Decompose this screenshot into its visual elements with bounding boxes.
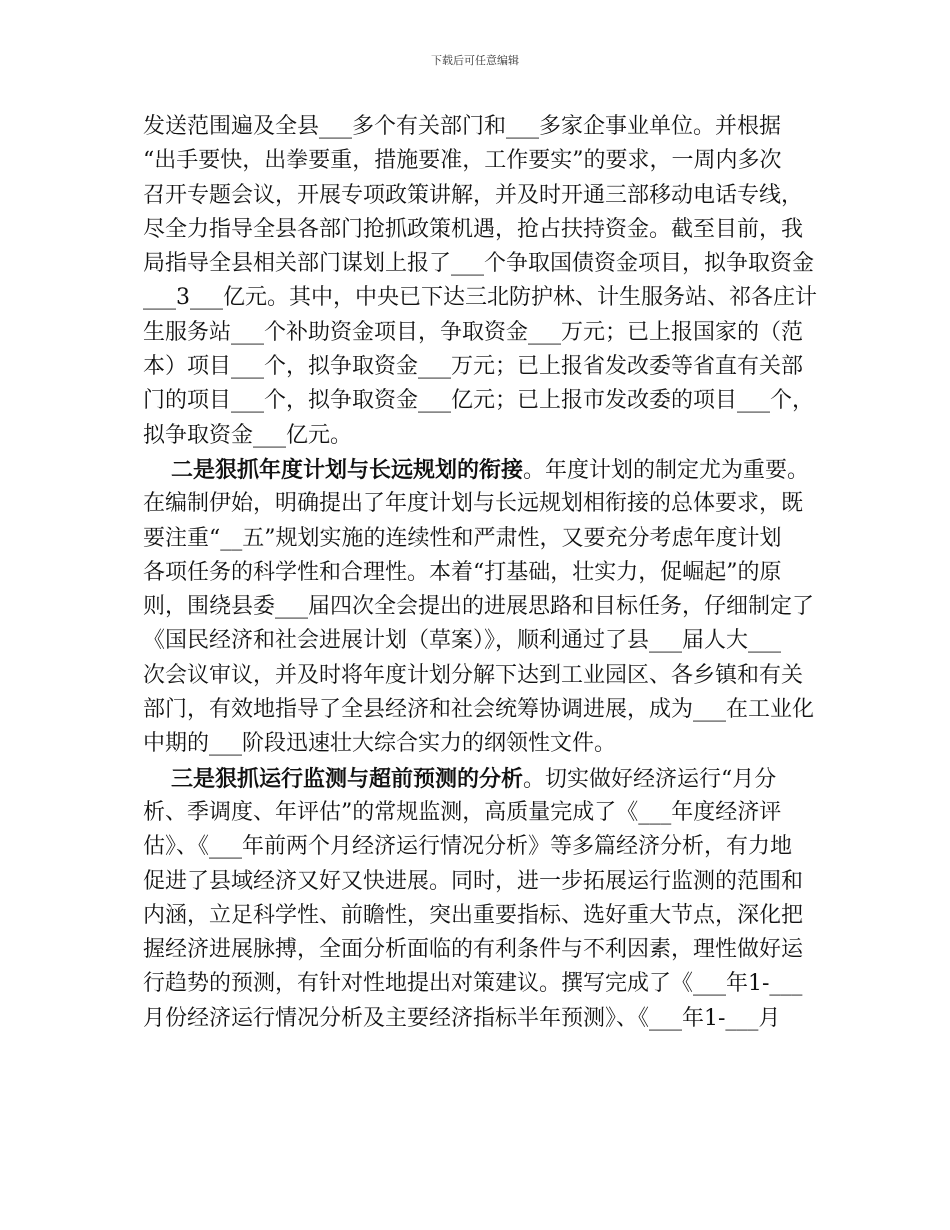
paragraph-heading: 二是狠抓年度计划与长远规划的衔接 bbox=[170, 456, 523, 483]
text-line: 握经济进展脉搏，全面分析面临的有利条件与不利因素，理性做好运 bbox=[143, 937, 804, 963]
paragraph-2 bbox=[143, 453, 823, 762]
text-line: 发送范围遍及全县___多个有关部门和___多家企事业单位。并根据 bbox=[143, 114, 782, 139]
text-line: 尽全力指导全县各部门抢抓政策机遇，抢占扶持资金。截至目前，我 bbox=[143, 216, 804, 242]
page-header-note: 下载后可任意编辑 bbox=[431, 54, 519, 67]
text-line: 次会议审议，并及时将年度计划分解下达到工业园区、各乡镇和有关 bbox=[143, 662, 804, 688]
paragraph-3 bbox=[143, 762, 823, 1036]
text-line: 析、季调度、年评估”的常规监测，高质量完成了《___年度经济评 bbox=[143, 799, 782, 825]
text-line: “出手要快，出拳要重，措施要准，工作要实”的要求，一周内多次 bbox=[143, 148, 782, 174]
text-line: 《国民经济和社会进展计划（草案）》，顺利通过了县___届人大___ bbox=[143, 628, 782, 654]
text-line: 则，围绕县委___届四次全会提出的进展思路和目标任务，仔细制定了 bbox=[143, 594, 815, 620]
text-line-first bbox=[143, 762, 823, 796]
text-line: 内涵，立足科学性、前瞻性，突出重要指标、选好重大节点，深化把 bbox=[143, 902, 804, 928]
text-line: 本）项目___个，拟争取资金___万元；已上报省发改委等省直有关部 bbox=[143, 354, 804, 380]
text-line-first bbox=[143, 453, 823, 487]
text-line: 拟争取资金___亿元。 bbox=[143, 422, 353, 448]
text-line: 门的项目___个，拟争取资金___亿元；已上报市发改委的项目___个， bbox=[143, 388, 815, 414]
text-line: 要注重“__五”规划实施的连续性和严肃性，又要充分考虑年度计划 bbox=[143, 525, 782, 551]
text-line: 促进了县域经济又好又快进展。同时，进一步拓展运行监测的范围和 bbox=[143, 868, 804, 894]
text-line: ___3___亿元。其中，中央已下达三北防护林、计生服务站、祁各庄计 bbox=[143, 285, 817, 311]
text-run: 。年度计划的制定尤为重要。 bbox=[523, 457, 810, 483]
text-line: 召开专题会议，开展专项政策讲解，并及时开通三部移动电话专线， bbox=[143, 182, 804, 208]
text-line: 行趋势的预测，有针对性地提出对策建议。撰写完成了《___年1-___ bbox=[143, 971, 803, 997]
text-line: 各项任务的科学性和合理性。本着“打基础，壮实力，促崛起”的原 bbox=[143, 559, 782, 585]
text-line: 局指导全县相关部门谋划上报了___个争取国债资金项目，拟争取资金 bbox=[143, 251, 815, 277]
text-line: 生服务站___个补助资金项目，争取资金___万元；已上报国家的（范 bbox=[143, 319, 804, 345]
paragraph-heading: 三是狠抓运行监测与超前预测的分析 bbox=[170, 765, 523, 792]
text-line: 在编制伊始，明确提出了年度计划与长远规划相衔接的总体要求，既 bbox=[143, 491, 804, 517]
text-line: 月份经济运行情况分析及主要经济指标半年预测》、《___年1-___月 bbox=[143, 1005, 781, 1031]
text-line: 中期的___阶段迅速壮大综合实力的纲领性文件。 bbox=[143, 731, 617, 757]
text-line: 部门，有效地指导了全县经济和社会统筹协调进展，成为___在工业化 bbox=[143, 697, 815, 723]
paragraph-1 bbox=[143, 110, 823, 453]
text-line: 估》、《___年前两个月经济运行情况分析》等多篇经济分析，有力地 bbox=[143, 834, 793, 860]
text-run: 。切实做好经济运行“月分 bbox=[523, 766, 777, 792]
document-body bbox=[143, 110, 823, 1036]
